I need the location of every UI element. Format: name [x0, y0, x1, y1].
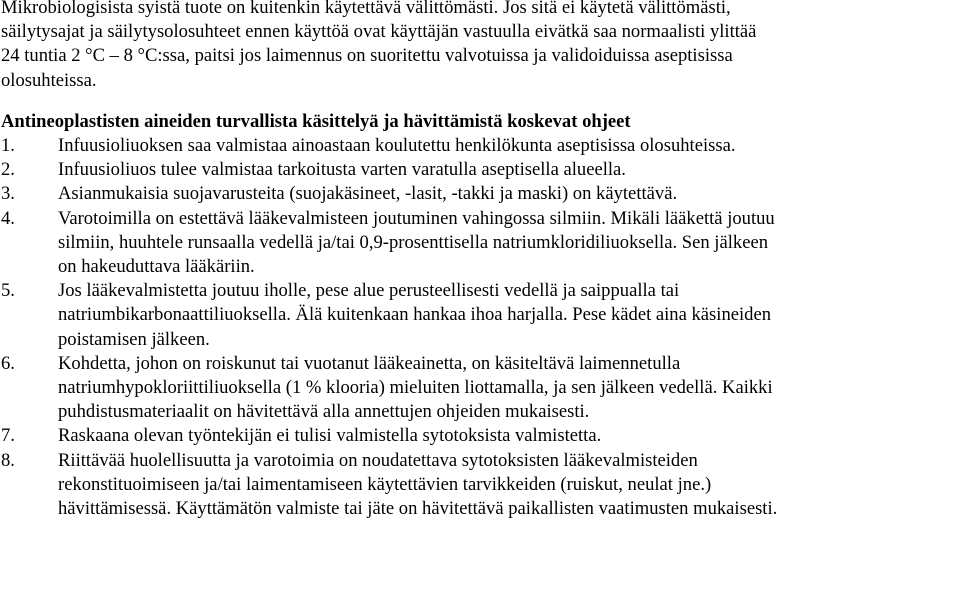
item-line: silmiin, huuhtele runsaalla vedellä ja/tai 0,9-prosenttisella natriumkloridiliuoksella. Sen jälkeen	[58, 231, 768, 253]
list-item	[1, 134, 959, 158]
item-line: poistamisen jälkeen.	[58, 328, 210, 350]
item-number: 4.	[1, 207, 15, 229]
list-item	[1, 182, 959, 206]
item-number: 2.	[1, 159, 15, 181]
item-number: 6.	[1, 352, 15, 374]
intro-paragraph	[1, 0, 959, 93]
intro-line: säilytysajat ja säilytysolosuhteet ennen käyttöä ovat käyttäjän vastuulla eivätkä saa normaalisti ylittää	[1, 21, 757, 43]
intro-line: 24 tuntia 2 °C – 8 °C:ssa, paitsi jos laimennus on suoritettu valvotuissa ja validoiduissa aseptisissa	[1, 45, 733, 67]
item-number: 1.	[1, 135, 15, 157]
item-number: 8.	[1, 449, 15, 471]
item-line: hävittämisessä. Käyttämätön valmiste tai jäte on hävitettävä paikallisten vaatimusten mukaisesti.	[58, 498, 778, 520]
list-item	[1, 279, 959, 352]
item-line: Asianmukaisia suojavarusteita (suojakäsineet, -lasit, -takki ja maski) on käytettävä.	[58, 183, 678, 205]
intro-line: olosuhteissa.	[1, 69, 97, 91]
item-line: Raskaana olevan työntekijän ei tulisi valmistella sytotoksista valmistetta.	[58, 425, 602, 447]
item-line: natriumbikarbonaattiliuoksella. Älä kuitenkaan hankaa ihoa harjalla. Pese kädet aina käsineiden	[58, 304, 772, 326]
item-line: natriumhypokloriittiliuoksella (1 % klooria) mieluiten liottamalla, ja sen jälkeen vedellä. Kaikki	[58, 377, 773, 399]
item-number: 3.	[1, 183, 15, 205]
list-item	[1, 158, 959, 182]
item-number: 7.	[1, 425, 15, 447]
intro-line: Mikrobiologisista syistä tuote on kuitenkin käytettävä välittömästi. Jos sitä ei käytetä välittömästi,	[1, 0, 731, 18]
list-item	[1, 352, 959, 425]
instructions-list	[1, 134, 959, 521]
item-line: Kohdetta, johon on roiskunut tai vuotanut lääkeainetta, on käsiteltävä laimennetulla	[58, 352, 681, 374]
item-line: Varotoimilla on estettävä lääkevalmisteen joutuminen vahingossa silmiin. Mikäli lääkettä joutuu	[58, 207, 775, 229]
document-page	[1, 0, 959, 521]
item-line: Jos lääkevalmistetta joutuu iholle, pese alue perusteellisesti vedellä ja saippualla tai	[58, 280, 680, 302]
item-line: rekonstituoimiseen ja/tai laimentamiseen käytettävien tarvikkeiden (ruiskut, neulat jne.)	[58, 473, 712, 495]
item-line: Riittävää huolellisuutta ja varotoimia on noudatettava sytotoksisten lääkevalmisteiden	[58, 449, 698, 471]
section-heading: Antineoplastisten aineiden turvallista käsittelyä ja hävittämistä koskevat ohjeet	[1, 110, 631, 132]
list-item	[1, 424, 959, 448]
item-line: puhdistusmateriaalit on hävitettävä alla annettujen ohjeiden mukaisesti.	[58, 401, 590, 423]
list-item	[1, 207, 959, 280]
item-line: Infuusioliuos tulee valmistaa tarkoitusta varten varatulla aseptisella alueella.	[58, 159, 626, 181]
item-line: Infuusioliuoksen saa valmistaa ainoastaan koulutettu henkilökunta aseptisissa olosuhteissa.	[58, 135, 736, 157]
item-line: on hakeuduttava lääkäriin.	[58, 256, 255, 278]
list-item	[1, 449, 959, 522]
item-number: 5.	[1, 280, 15, 302]
